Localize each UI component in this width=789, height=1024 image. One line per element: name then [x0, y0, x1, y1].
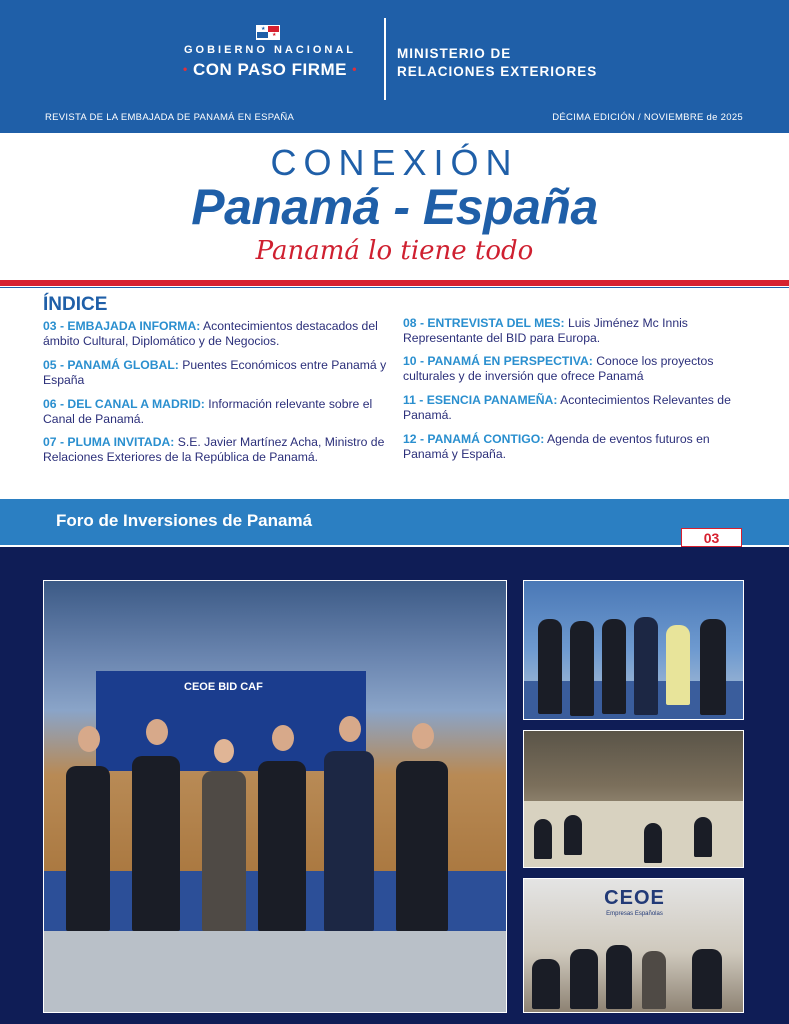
- ceoe-meeting-photo[interactable]: [523, 878, 744, 1013]
- index-item[interactable]: 08 - ENTREVISTA DEL MES: Luis Jiménez Mc Innis Representante del BID para Europa.: [403, 316, 688, 345]
- person: [324, 751, 374, 931]
- ministry-line-1: MINISTERIO DE: [397, 46, 512, 61]
- index-item[interactable]: 07 - PLUMA INVITADA: S.E. Javier Martínez Acha, Ministro de Relaciones Exteriores de la República de Panamá.: [43, 435, 385, 464]
- person: [538, 619, 562, 714]
- floor: [44, 931, 507, 1013]
- person: [66, 766, 110, 931]
- section-title: Foro de Inversiones de Panamá: [56, 511, 313, 530]
- person: [692, 949, 722, 1009]
- person-head: [146, 719, 168, 745]
- person: [564, 815, 582, 855]
- masthead-overline: CONEXIÓN: [270, 142, 519, 183]
- index-item[interactable]: 11 - ESENCIA PANAMEÑA: Acontecimientos Relevantes de Panamá.: [403, 393, 731, 422]
- main-photo[interactable]: [43, 580, 507, 1013]
- person-head: [412, 723, 434, 749]
- sponsor-logos: CEOE BID CAF: [184, 681, 263, 693]
- ceoe-subtitle: Empresas Españolas: [606, 911, 663, 917]
- person: [642, 951, 666, 1009]
- index-item[interactable]: 12 - PANAMÁ CONTIGO: Agenda de eventos futuros en Panamá y España.: [403, 432, 710, 461]
- person: [644, 823, 662, 863]
- person: [534, 819, 552, 859]
- meeting-room-photo[interactable]: [523, 730, 744, 868]
- person-head: [272, 725, 294, 751]
- index-item[interactable]: 05 - PANAMÁ GLOBAL: Puentes Económicos entre Panamá y España: [43, 358, 387, 387]
- edition-date: DÉCIMA EDICIÓN / NOVIEMBRE de 2025: [552, 112, 743, 123]
- slogan-text: CON PASO FIRME: [192, 60, 348, 79]
- person: [700, 619, 726, 715]
- government-slogan: • CON PASO FIRME •: [183, 60, 357, 79]
- person: [666, 625, 690, 705]
- masthead-tagline: Panamá lo tiene todo: [255, 236, 534, 266]
- header-divider: [384, 18, 386, 100]
- person: [202, 771, 246, 931]
- person: [132, 756, 180, 931]
- index-item[interactable]: 06 - DEL CANAL A MADRID: Información relevante sobre el Canal de Panamá.: [43, 397, 373, 426]
- red-divider: [0, 280, 789, 286]
- index-title: ÍNDICE: [43, 294, 108, 315]
- government-name: GOBIERNO NACIONAL: [184, 44, 356, 56]
- ministry-line-2: RELACIONES EXTERIORES: [397, 64, 598, 79]
- person: [258, 761, 306, 931]
- person: [396, 761, 448, 931]
- person: [602, 619, 626, 714]
- person: [694, 817, 712, 857]
- person-head: [214, 739, 234, 763]
- person-head: [78, 726, 100, 752]
- person: [532, 959, 560, 1009]
- index-item[interactable]: 10 - PANAMÁ EN PERSPECTIVA: Conoce los proyectos culturales y de inversión que ofrece Panamá: [403, 354, 714, 383]
- person: [570, 621, 594, 716]
- person: [570, 949, 598, 1009]
- group-photo[interactable]: [523, 580, 744, 720]
- person: [606, 945, 632, 1009]
- index-item[interactable]: 03 - EMBAJADA INFORMA: Acontecimientos destacados del ámbito Cultural, Diplomático y de Negocios.: [43, 319, 378, 348]
- page-number: 03: [681, 528, 742, 547]
- blue-divider: [0, 287, 789, 288]
- person: [634, 617, 658, 715]
- ceoe-logo: CEOE: [604, 887, 665, 909]
- person-head: [339, 716, 361, 742]
- magazine-name: REVISTA DE LA EMBAJADA DE PANAMÁ EN ESPAÑA: [45, 112, 295, 123]
- panama-flag-icon: ★ ★: [256, 25, 280, 40]
- masthead-title: Panamá - España: [191, 179, 598, 235]
